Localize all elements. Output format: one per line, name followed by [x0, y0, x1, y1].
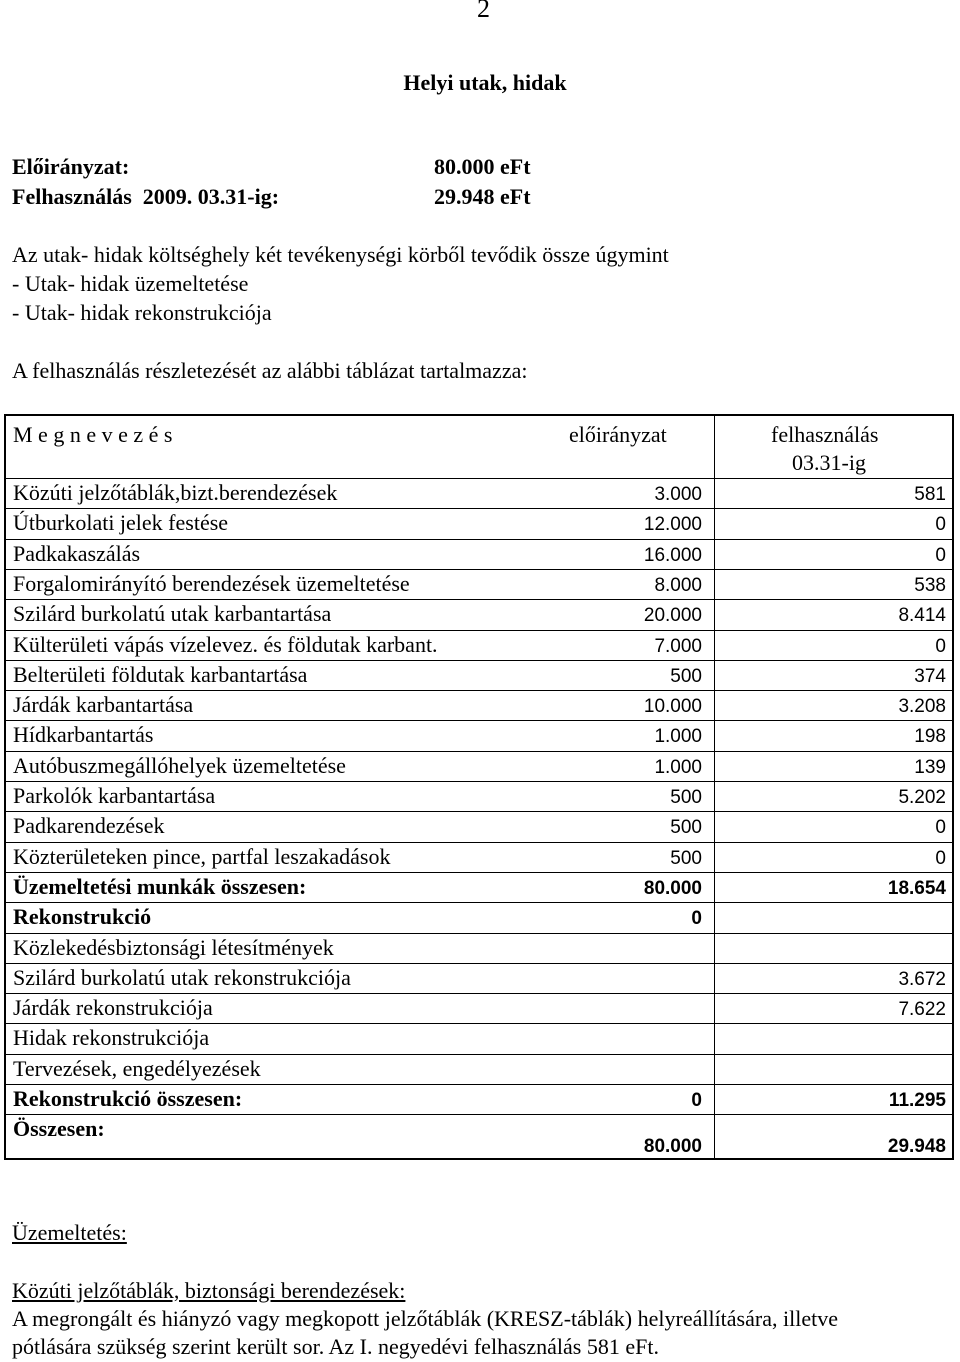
row-name: Rekonstrukció összesen: [13, 1086, 243, 1111]
intro-item-operation: - Utak- hidak üzemeltetése [12, 271, 249, 296]
signs-heading: Közúti jelzőtáblák, biztonsági berendezések: [12, 1278, 406, 1303]
row-name: Rekonstrukció [13, 904, 152, 930]
row-usage: 0 [935, 817, 946, 839]
row-name: Útburkolati jelek festése [13, 510, 229, 536]
row-divider [6, 963, 952, 964]
row-name: Hidak rekonstrukciója [13, 1025, 210, 1051]
row-divider [6, 660, 952, 661]
row-name: Hídkarbantartás [13, 722, 154, 748]
row-appropriation: 500 [670, 817, 702, 839]
row-divider [6, 630, 952, 631]
header-usage: felhasználás [771, 422, 879, 447]
row-usage: 7.622 [898, 999, 946, 1021]
header-appropriation: előirányzat [569, 422, 667, 447]
row-appropriation: 3.000 [654, 484, 702, 505]
row-divider [6, 751, 952, 752]
row-divider [6, 1054, 952, 1055]
row-appropriation: 80.000 [643, 877, 702, 899]
row-divider [6, 1114, 952, 1115]
usage-value: 29.948 eFt [434, 184, 531, 209]
row-divider [6, 478, 952, 479]
row-name: Közterületeken pince, partfal leszakadások [13, 843, 391, 869]
row-usage: 198 [914, 726, 946, 748]
row-appropriation: 7.000 [654, 635, 702, 657]
row-divider [6, 811, 952, 812]
row-appropriation: 12.000 [643, 514, 702, 536]
header-usage-date: 03.31-ig [792, 450, 866, 475]
row-divider [6, 933, 952, 934]
row-divider [6, 1084, 952, 1085]
row-name: Járdák karbantartása [13, 692, 194, 718]
row-name: Közlekedésbiztonsági létesítmények [13, 934, 334, 960]
row-name: Padkarendezések [13, 813, 165, 839]
row-usage: 0 [935, 514, 946, 536]
usage-label: Felhasználás 2009. 03.31-ig: [12, 184, 280, 209]
row-appropriation: 20.000 [643, 605, 702, 627]
row-divider [6, 781, 952, 782]
row-name: Padkakaszálás [13, 540, 141, 566]
row-usage: 581 [914, 484, 946, 505]
row-name: Belterületi földutak karbantartása [13, 661, 308, 687]
row-appropriation: 500 [670, 787, 702, 808]
operation-heading: Üzemeltetés: [12, 1220, 127, 1245]
row-name: Szilárd burkolatú utak rekonstrukciója [13, 964, 351, 990]
table-intro: A felhasználás részletezését az alábbi táblázat tartalmazza: [12, 358, 528, 383]
intro-line: Az utak- hidak költséghely két tevékenységi körből tevődik össze úgymint [12, 242, 669, 267]
row-usage: 3.208 [898, 696, 946, 718]
row-divider [6, 842, 952, 843]
column-divider [714, 416, 715, 1158]
row-name: Járdák rekonstrukciója [13, 995, 213, 1021]
row-name: Forgalomirányító berendezések üzemeltetése [13, 570, 410, 596]
row-divider [6, 539, 952, 540]
row-appropriation: 500 [670, 665, 702, 687]
row-divider [6, 599, 952, 600]
page-number: 2 [477, 0, 490, 23]
signs-paragraph-line2: pótlására szükség szerint került sor. Az I. negyedévi felhasználás 581 eFt. [12, 1334, 659, 1359]
signs-paragraph-line1: A megrongált és hiányzó vagy megkopott jelzőtáblák (KRESZ-táblák) helyreállítására, illetve [12, 1306, 838, 1331]
row-name: Üzemeltetési munkák összesen: [13, 873, 307, 899]
row-usage: 139 [914, 756, 946, 778]
row-usage: 538 [914, 574, 946, 596]
row-name: Külterületi vápás vízelevez. és földutak karbant. [13, 631, 438, 657]
row-usage: 3.672 [898, 968, 946, 990]
row-name: Autóbuszmegállóhelyek üzemeltetése [13, 752, 346, 778]
row-usage: 5.202 [898, 787, 946, 808]
row-usage: 29.948 [887, 1136, 946, 1158]
row-appropriation: 80.000 [643, 1136, 702, 1158]
row-usage: 0 [935, 635, 946, 657]
row-appropriation: 10.000 [643, 696, 702, 718]
row-usage: 0 [935, 847, 946, 869]
appropriation-label: Előirányzat: [12, 154, 130, 179]
row-name: Parkolók karbantartása [13, 783, 216, 808]
row-divider [6, 508, 952, 509]
row-usage: 18.654 [887, 877, 946, 899]
row-appropriation: 500 [670, 847, 702, 869]
row-divider [6, 690, 952, 691]
row-appropriation: 0 [691, 908, 702, 930]
row-divider [6, 872, 952, 873]
row-appropriation: 8.000 [654, 574, 702, 596]
row-appropriation: 1.000 [654, 726, 702, 748]
appropriation-value: 80.000 eFt [434, 154, 531, 179]
row-appropriation: 16.000 [643, 544, 702, 566]
row-name: Tervezések, engedélyezések [13, 1055, 261, 1081]
row-divider [6, 993, 952, 994]
row-usage: 374 [914, 665, 946, 687]
row-divider [6, 902, 952, 903]
budget-table [4, 414, 954, 1160]
row-divider [6, 720, 952, 721]
row-name: Szilárd burkolatú utak karbantartása [13, 601, 332, 627]
row-appropriation: 0 [691, 1090, 702, 1111]
row-name: Közúti jelzőtáblák,bizt.berendezések [13, 480, 338, 505]
row-divider [6, 1023, 952, 1024]
row-usage: 8.414 [898, 605, 946, 627]
row-name: Összesen: [13, 1116, 105, 1142]
intro-item-reconstruction: - Utak- hidak rekonstrukciója [12, 300, 272, 325]
row-appropriation: 1.000 [654, 756, 702, 778]
row-usage: 11.295 [888, 1090, 946, 1111]
row-usage: 0 [935, 544, 946, 566]
header-name: M e g n e v e z é s [13, 422, 173, 447]
page-title: Helyi utak, hidak [403, 70, 567, 95]
row-divider [6, 569, 952, 570]
